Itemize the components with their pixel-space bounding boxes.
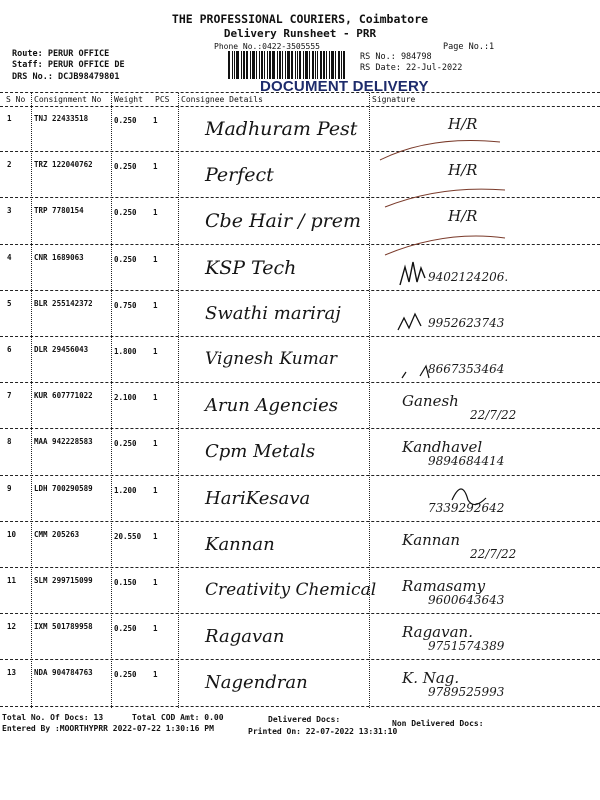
row-consignment: SLM 299715099 bbox=[34, 576, 93, 585]
barcode-bar bbox=[297, 51, 298, 79]
barcode-bar bbox=[277, 51, 278, 79]
barcode-bar bbox=[234, 51, 235, 79]
runsheet-title: Delivery Runsheet - PRR bbox=[223, 27, 377, 40]
row-sno: 2 bbox=[7, 160, 12, 170]
col-sep bbox=[111, 93, 112, 708]
rs-date: RS Date: 22-Jul-2022 bbox=[360, 63, 463, 73]
row-weight: 0.250 bbox=[114, 162, 137, 172]
barcode-bar bbox=[241, 51, 242, 79]
row-separator bbox=[0, 613, 600, 614]
row-separator bbox=[0, 659, 600, 660]
row-consignee: Arun Agencies bbox=[205, 395, 339, 417]
row-signature-detail: 9789525993 bbox=[428, 685, 505, 700]
header-top-rule bbox=[0, 92, 600, 93]
barcode-bar bbox=[287, 51, 290, 79]
non-delivered-docs: Non Delivered Docs: bbox=[392, 719, 484, 728]
barcode-bar bbox=[250, 51, 251, 79]
barcode-bar bbox=[295, 51, 296, 79]
row-pcs: 1 bbox=[153, 485, 158, 495]
row-pcs: 1 bbox=[153, 624, 158, 634]
barcode-bar bbox=[309, 51, 310, 79]
row-separator bbox=[0, 244, 600, 245]
barcode-bar bbox=[317, 51, 318, 79]
col-sep bbox=[178, 93, 179, 708]
row-signature-detail: 7339292642 bbox=[428, 500, 505, 515]
row-weight: 0.250 bbox=[114, 116, 137, 125]
row-weight: 0.250 bbox=[114, 254, 137, 264]
barcode-bar bbox=[315, 51, 316, 79]
row-pcs: 1 bbox=[153, 531, 158, 541]
row-weight: 2.100 bbox=[114, 393, 137, 403]
barcode-bar bbox=[232, 51, 233, 79]
barcode-bar bbox=[343, 51, 345, 79]
row-weight: 0.250 bbox=[114, 670, 137, 680]
row-signature-name: H/R bbox=[448, 115, 478, 133]
barcode-bar bbox=[312, 51, 314, 79]
barcode-bar bbox=[331, 51, 334, 79]
row-sno: 11 bbox=[7, 576, 17, 585]
row-signature-name: Ganesh bbox=[402, 392, 459, 411]
row-signature-name: Ragavan. bbox=[402, 623, 473, 642]
row-signature-detail: 9402124206. bbox=[428, 269, 509, 284]
row-separator bbox=[0, 567, 600, 568]
printed-on: Printed On: 22-07-2022 13:31:10 bbox=[248, 727, 398, 736]
row-consignment: LDH 700290589 bbox=[34, 483, 93, 493]
row-consignment: TRP 7780154 bbox=[34, 206, 84, 216]
row-separator bbox=[0, 521, 600, 522]
row-consignment: MAA 942228583 bbox=[34, 437, 93, 447]
row-signature-name: Ramasamy bbox=[402, 577, 486, 595]
row-sno: 1 bbox=[7, 114, 12, 123]
row-weight: 0.750 bbox=[114, 300, 137, 310]
row-pcs: 1 bbox=[153, 578, 158, 587]
row-consignment: DLR 29456043 bbox=[34, 345, 89, 354]
barcode-bar bbox=[246, 51, 248, 79]
row-separator bbox=[0, 475, 600, 476]
barcode-bar bbox=[236, 51, 239, 79]
barcode bbox=[228, 51, 352, 79]
barcode-bar bbox=[264, 51, 265, 79]
col-pcs: PCS bbox=[155, 95, 170, 104]
row-pcs: 1 bbox=[153, 116, 158, 125]
row-sno: 7 bbox=[7, 391, 12, 401]
row-separator bbox=[0, 151, 600, 152]
row-weight: 0.250 bbox=[114, 208, 137, 218]
col-signature: Signature bbox=[372, 95, 416, 104]
row-consignee: Cpm Metals bbox=[205, 441, 316, 463]
row-signature-name: Kandhavel bbox=[402, 438, 483, 457]
row-pcs: 1 bbox=[153, 670, 158, 680]
barcode-bar bbox=[341, 51, 342, 79]
col-sno: S No bbox=[6, 95, 26, 104]
barcode-bar bbox=[269, 51, 271, 79]
row-separator bbox=[0, 706, 600, 707]
row-separator bbox=[0, 290, 600, 291]
col-weight: Weight bbox=[114, 95, 143, 104]
row-sno: 8 bbox=[7, 437, 12, 447]
row-signature-name: Kannan bbox=[402, 530, 461, 549]
row-weight: 0.150 bbox=[114, 578, 137, 587]
staff-label: Staff: PERUR OFFICE DE bbox=[12, 60, 125, 70]
barcode-bar bbox=[285, 51, 286, 79]
barcode-bar bbox=[303, 51, 304, 79]
row-pcs: 1 bbox=[153, 254, 158, 264]
barcode-bar bbox=[272, 51, 275, 79]
row-consignment: CNR 1689063 bbox=[34, 252, 84, 262]
row-pcs: 1 bbox=[153, 162, 158, 172]
col-sep bbox=[369, 93, 370, 708]
barcode-bar bbox=[261, 51, 263, 79]
row-consignee: KSP Tech bbox=[205, 256, 297, 279]
row-separator bbox=[0, 382, 600, 383]
company-title: THE PROFESSIONAL COURIERS, Coimbatore bbox=[171, 12, 429, 26]
row-consignment: CMM 205263 bbox=[34, 529, 80, 539]
row-consignee: Creativity Chemical bbox=[205, 580, 377, 600]
total-cod: Total COD Amt: 0.00 bbox=[132, 713, 224, 722]
row-pcs: 1 bbox=[153, 208, 158, 218]
document-delivery-stamp: DOCUMENT DELIVERY bbox=[260, 78, 429, 95]
barcode-bar bbox=[335, 51, 336, 79]
barcode-bar bbox=[279, 51, 281, 79]
row-consignee: Kannan bbox=[205, 533, 275, 555]
entered-by: Entered By :MOORTHYPRR 2022-07-22 1:30:16 PM bbox=[2, 724, 214, 733]
row-signature-detail: 9894684414 bbox=[428, 454, 505, 469]
barcode-bar bbox=[338, 51, 340, 79]
barcode-bar bbox=[282, 51, 283, 79]
row-consignment: IXM 501789958 bbox=[34, 622, 93, 632]
barcode-bar bbox=[329, 51, 330, 79]
row-pcs: 1 bbox=[153, 393, 158, 403]
row-consignment: TNJ 22433518 bbox=[34, 114, 89, 123]
total-docs: Total No. Of Docs: 13 bbox=[2, 713, 104, 722]
row-weight: 0.250 bbox=[114, 624, 137, 634]
row-consignee: HariKesava bbox=[205, 487, 311, 509]
row-sno: 4 bbox=[7, 252, 12, 262]
row-weight: 1.200 bbox=[114, 485, 137, 495]
row-sno: 3 bbox=[7, 206, 12, 216]
row-weight: 0.250 bbox=[114, 439, 137, 449]
barcode-bar bbox=[320, 51, 322, 79]
row-consignment: KUR 607771022 bbox=[34, 391, 93, 401]
row-signature-detail: 22/7/22 bbox=[470, 408, 517, 423]
barcode-bar bbox=[267, 51, 268, 79]
row-consignee: Nagendran bbox=[205, 672, 308, 694]
row-sno: 13 bbox=[7, 668, 17, 678]
row-signature-detail: 9952623743 bbox=[428, 315, 505, 330]
row-consignee: Ragavan bbox=[205, 626, 285, 648]
row-weight: 1.800 bbox=[114, 347, 137, 356]
row-consignment: BLR 255142372 bbox=[34, 298, 93, 308]
row-consignment: TRZ 122040762 bbox=[34, 160, 93, 170]
col-sep bbox=[31, 93, 32, 708]
row-pcs: 1 bbox=[153, 347, 158, 356]
row-consignee: Cbe Hair / prem bbox=[205, 210, 362, 233]
barcode-bar bbox=[259, 51, 260, 79]
row-sno: 9 bbox=[7, 483, 12, 493]
row-signature-name: H/R bbox=[448, 207, 478, 226]
col-consignee: Consignee Details bbox=[181, 95, 263, 104]
barcode-bar bbox=[256, 51, 257, 79]
barcode-bar bbox=[326, 51, 327, 79]
row-sno: 12 bbox=[7, 622, 17, 632]
row-sno: 6 bbox=[7, 345, 12, 354]
barcode-bar bbox=[299, 51, 301, 79]
row-signature-detail: 8667353464 bbox=[428, 362, 505, 376]
row-pcs: 1 bbox=[153, 439, 158, 449]
row-sno: 5 bbox=[7, 298, 12, 308]
barcode-bar bbox=[243, 51, 245, 79]
col-consignment: Consignment No bbox=[34, 95, 102, 104]
phone-number: Phone No.:0422-3505555 bbox=[214, 42, 320, 51]
row-separator bbox=[0, 197, 600, 198]
row-signature-detail: 22/7/22 bbox=[470, 546, 517, 561]
row-consignee: Swathi mariraj bbox=[205, 302, 341, 324]
row-consignee: Perfect bbox=[205, 164, 274, 187]
barcode-bar bbox=[305, 51, 308, 79]
row-consignment: NDA 904784763 bbox=[34, 668, 93, 678]
row-signature-name: H/R bbox=[448, 161, 478, 180]
row-separator bbox=[0, 428, 600, 429]
route-label: Route: PERUR OFFICE bbox=[12, 49, 110, 59]
row-signature-detail: 9600643643 bbox=[428, 593, 505, 607]
barcode-bar bbox=[228, 51, 230, 79]
drs-number: DRS No.: DCJB98479801 bbox=[12, 72, 120, 82]
row-consignee: Vignesh Kumar bbox=[205, 349, 338, 369]
row-signature-name: K. Nag. bbox=[402, 669, 460, 688]
barcode-bar bbox=[323, 51, 325, 79]
row-pcs: 1 bbox=[153, 300, 158, 310]
row-signature-detail: 9751574389 bbox=[428, 639, 505, 654]
rs-number: RS No.: 984798 bbox=[360, 52, 432, 62]
row-separator bbox=[0, 336, 600, 337]
row-sno: 10 bbox=[7, 529, 17, 539]
row-consignee: Madhuram Pest bbox=[205, 118, 358, 140]
delivered-docs: Delivered Docs: bbox=[268, 715, 341, 724]
page-number: Page No.:1 bbox=[443, 42, 495, 52]
barcode-bar bbox=[252, 51, 255, 79]
header-bottom-rule bbox=[0, 106, 600, 107]
barcode-bar bbox=[291, 51, 293, 79]
row-weight: 20.550 bbox=[114, 531, 142, 541]
